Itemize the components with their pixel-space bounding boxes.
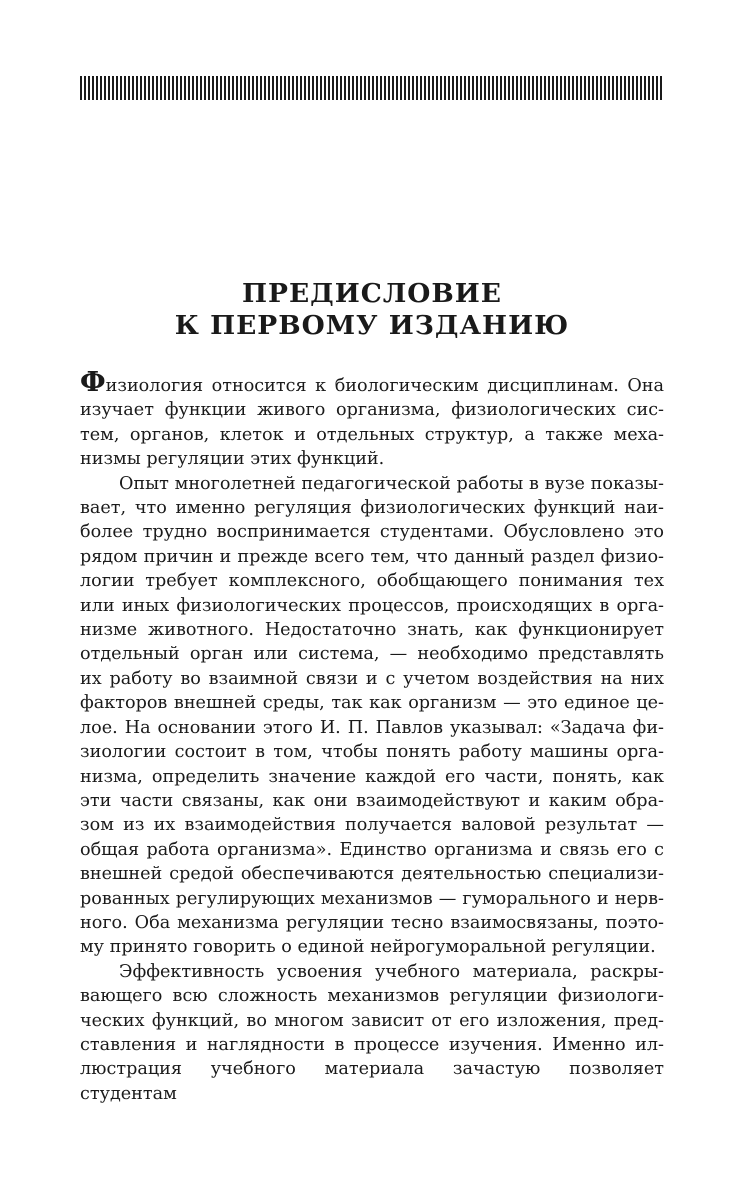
text-line: ческих функций, во многом зависит от его изложения, пред- (80, 1010, 664, 1031)
text-line: более трудно воспринимается студентами. Обусловлено это (80, 522, 664, 543)
text-line: внешней средой обеспечиваются деятельностью специализи- (80, 864, 664, 885)
text-line: общая работа организма». Единство организма и связь его с (80, 839, 664, 860)
text-line: рядом причин и прежде всего тем, что данный раздел физио- (80, 546, 664, 567)
text-line: Эффективность усвоения учебного материала, раскры- (119, 961, 664, 982)
text-line: отдельный орган или система, — необходимо представлять (80, 644, 664, 665)
text-line: их работу во взаимной связи и с учетом воздействия на них (80, 668, 664, 689)
text-line: логии требует комплексного, обобщающего понимания тех (80, 571, 664, 592)
text-line: зом из их взаимодействия получается валовой результат — (80, 815, 664, 836)
text-line: зиологии состоит в том, чтобы понять работу машины орга- (80, 742, 664, 763)
text-line: изучает функции живого организма, физиологических сис- (80, 400, 664, 421)
text-line: му принято говорить о единой нейрогуморальной регуляции. (80, 937, 656, 958)
text-line: низма, определить значение каждой его части, понять, как (80, 766, 664, 787)
paragraph-2 (80, 472, 664, 960)
drop-cap: Ф (80, 367, 106, 398)
text-line-content: изиология относится к биологическим дисциплинам. Она (105, 376, 664, 396)
body-text (80, 367, 664, 1106)
text-line: ставления и наглядности в процессе изучения. Именно ил- (80, 1034, 664, 1055)
decorative-hatched-rule (80, 76, 664, 100)
title-line-1: ПРЕДИСЛОВИЕ (242, 278, 502, 309)
paragraph-3 (80, 960, 664, 1106)
text-line: низмы регуляции этих функций. (80, 449, 385, 470)
text-line: эти части связаны, как они взаимодействуют и каким обра- (80, 790, 664, 811)
text-line: или иных физиологических процессов, происходящих в орга- (80, 595, 664, 616)
text-line: факторов внешней среды, так как организм — это единое це- (80, 693, 664, 714)
text-line: ного. Оба механизма регуляции тесно взаимосвязаны, поэто- (80, 912, 664, 933)
text-line: вает, что именно регуляция физиологических функций наи- (80, 498, 664, 519)
text-line: люстрация учебного материала зачастую позволяет студентам (80, 1059, 664, 1104)
paragraph-1 (80, 367, 664, 472)
title-line-2: К ПЕРВОМУ ИЗДАНИЮ (174, 310, 570, 341)
text-line: низме животного. Недостаточно знать, как функционирует (80, 620, 664, 641)
text-line: тем, органов, клеток и отдельных структур, а также меха- (80, 424, 664, 445)
text-line (80, 367, 664, 398)
text-line: лое. На основании этого И. П. Павлов указывал: «Задача фи- (80, 717, 664, 738)
text-line: рованных регулирующих механизмов — гуморального и нерв- (80, 888, 664, 909)
page-title (80, 278, 664, 342)
text-line: Опыт многолетней педагогической работы в вузе показы- (119, 473, 664, 494)
text-line: вающего всю сложность механизмов регуляции физиологи- (80, 986, 664, 1007)
